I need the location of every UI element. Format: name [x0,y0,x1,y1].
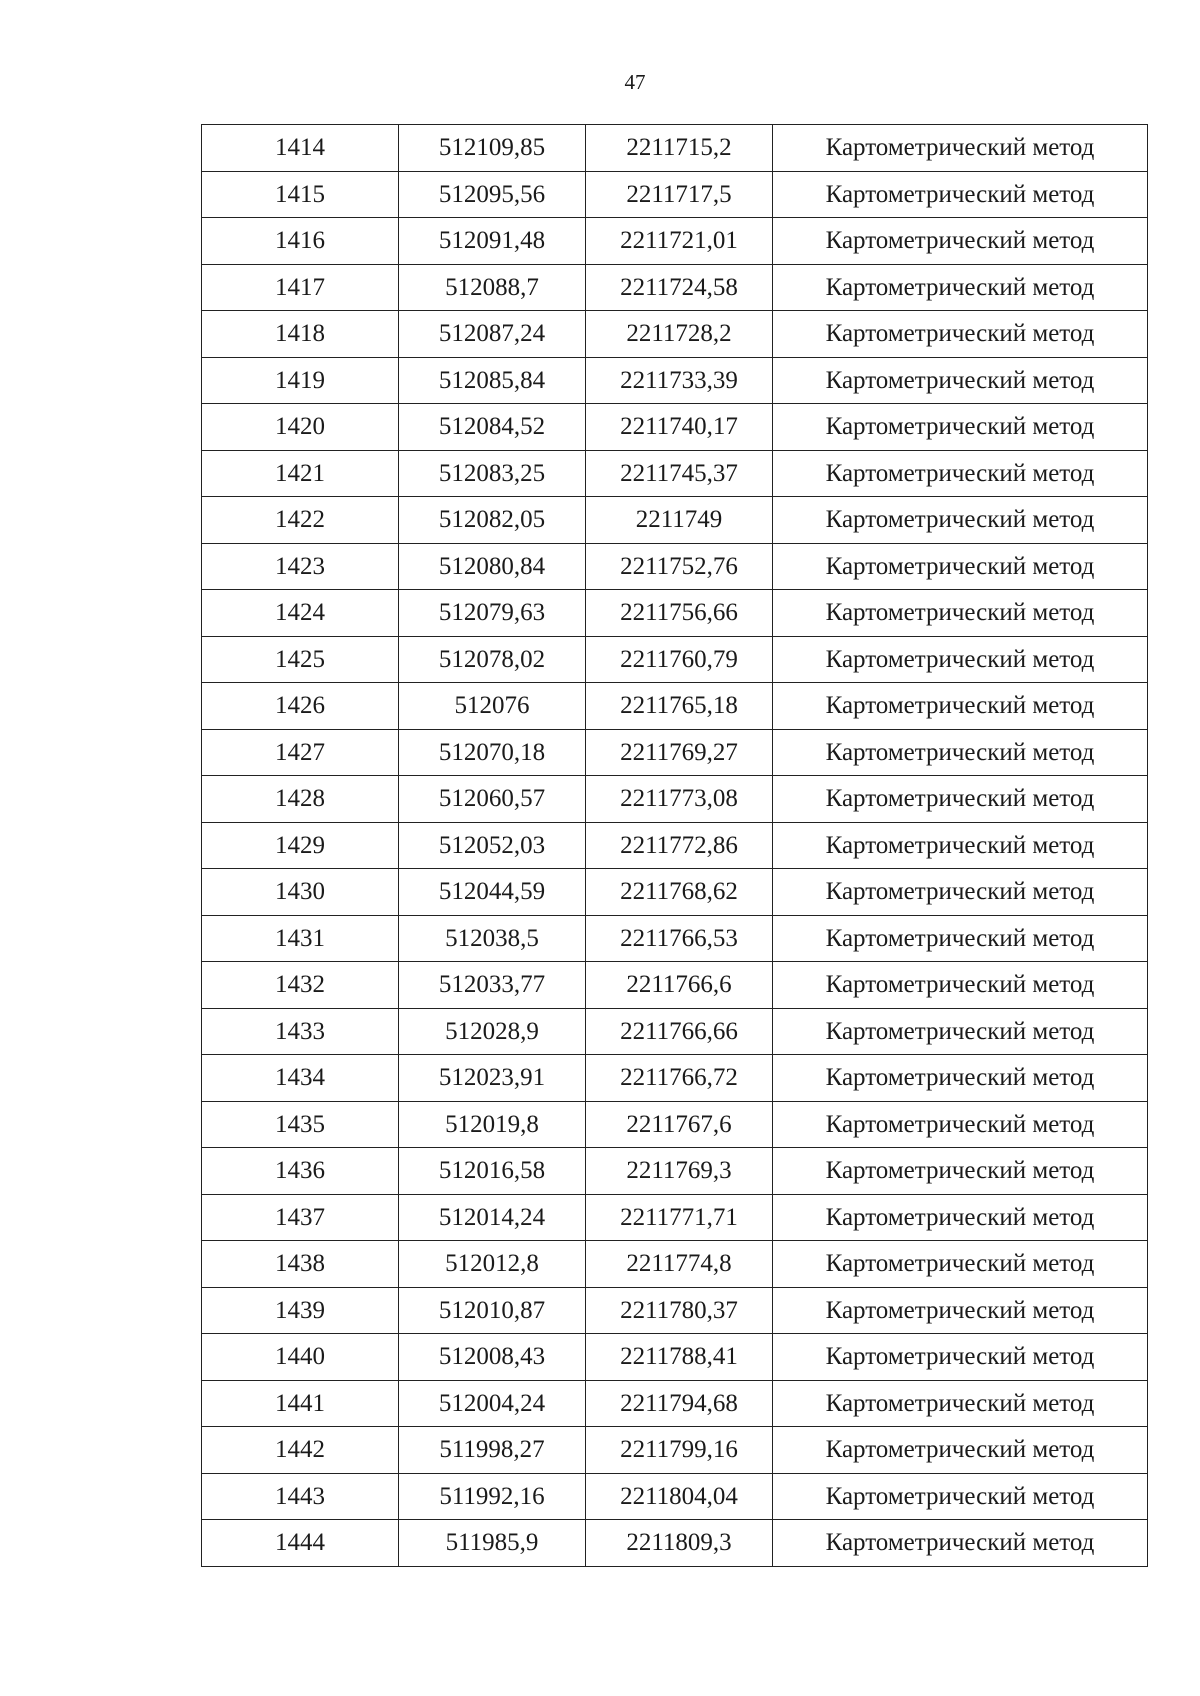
table-row [202,404,1148,451]
point-number-cell: 1417 [202,264,399,311]
x-coordinate-cell: 512091,48 [399,218,586,265]
point-number-cell: 1432 [202,962,399,1009]
method-cell: Картометрический метод [773,962,1148,1009]
table-row [202,543,1148,590]
x-coordinate-cell: 512008,43 [399,1334,586,1381]
method-cell: Картометрический метод [773,1380,1148,1427]
point-number-cell: 1434 [202,1055,399,1102]
table-row [202,1287,1148,1334]
x-coordinate-cell: 512085,84 [399,357,586,404]
y-coordinate-cell: 2211788,41 [586,1334,773,1381]
y-coordinate-cell: 2211765,18 [586,683,773,730]
x-coordinate-cell: 512060,57 [399,776,586,823]
method-cell: Картометрический метод [773,776,1148,823]
method-cell: Картометрический метод [773,1334,1148,1381]
method-cell: Картометрический метод [773,1148,1148,1195]
method-cell: Картометрический метод [773,590,1148,637]
y-coordinate-cell: 2211756,66 [586,590,773,637]
x-coordinate-cell: 512012,8 [399,1241,586,1288]
table-row [202,1241,1148,1288]
table-row [202,729,1148,776]
point-number-cell: 1429 [202,822,399,869]
point-number-cell: 1441 [202,1380,399,1427]
x-coordinate-cell: 512038,5 [399,915,586,962]
method-cell: Картометрический метод [773,357,1148,404]
table-row [202,636,1148,683]
y-coordinate-cell: 2211769,27 [586,729,773,776]
method-cell: Картометрический метод [773,729,1148,776]
method-cell: Картометрический метод [773,125,1148,172]
point-number-cell: 1442 [202,1427,399,1474]
y-coordinate-cell: 2211774,8 [586,1241,773,1288]
y-coordinate-cell: 2211733,39 [586,357,773,404]
table-row [202,776,1148,823]
y-coordinate-cell: 2211766,6 [586,962,773,1009]
y-coordinate-cell: 2211740,17 [586,404,773,451]
y-coordinate-cell: 2211760,79 [586,636,773,683]
method-cell: Картометрический метод [773,543,1148,590]
method-cell: Картометрический метод [773,869,1148,916]
point-number-cell: 1420 [202,404,399,451]
method-cell: Картометрический метод [773,450,1148,497]
point-number-cell: 1416 [202,218,399,265]
point-number-cell: 1419 [202,357,399,404]
x-coordinate-cell: 512052,03 [399,822,586,869]
y-coordinate-cell: 2211772,86 [586,822,773,869]
method-cell: Картометрический метод [773,1055,1148,1102]
method-cell: Картометрический метод [773,1427,1148,1474]
table-row [202,264,1148,311]
method-cell: Картометрический метод [773,636,1148,683]
y-coordinate-cell: 2211721,01 [586,218,773,265]
table-row [202,869,1148,916]
x-coordinate-cell: 512083,25 [399,450,586,497]
x-coordinate-cell: 512076 [399,683,586,730]
y-coordinate-cell: 2211766,66 [586,1008,773,1055]
y-coordinate-cell: 2211745,37 [586,450,773,497]
method-cell: Картометрический метод [773,1520,1148,1567]
y-coordinate-cell: 2211771,71 [586,1194,773,1241]
table-row [202,590,1148,637]
y-coordinate-cell: 2211724,58 [586,264,773,311]
point-number-cell: 1435 [202,1101,399,1148]
point-number-cell: 1436 [202,1148,399,1195]
point-number-cell: 1444 [202,1520,399,1567]
y-coordinate-cell: 2211752,76 [586,543,773,590]
point-number-cell: 1422 [202,497,399,544]
method-cell: Картометрический метод [773,1241,1148,1288]
point-number-cell: 1438 [202,1241,399,1288]
table-row [202,497,1148,544]
method-cell: Картометрический метод [773,1101,1148,1148]
point-number-cell: 1431 [202,915,399,962]
point-number-cell: 1421 [202,450,399,497]
point-number-cell: 1439 [202,1287,399,1334]
table-row [202,822,1148,869]
y-coordinate-cell: 2211728,2 [586,311,773,358]
x-coordinate-cell: 512023,91 [399,1055,586,1102]
x-coordinate-cell: 511998,27 [399,1427,586,1474]
x-coordinate-cell: 512088,7 [399,264,586,311]
method-cell: Картометрический метод [773,1194,1148,1241]
x-coordinate-cell: 512014,24 [399,1194,586,1241]
method-cell: Картометрический метод [773,218,1148,265]
method-cell: Картометрический метод [773,683,1148,730]
point-number-cell: 1424 [202,590,399,637]
point-number-cell: 1433 [202,1008,399,1055]
coordinates-table [201,124,1148,1567]
table-row [202,1473,1148,1520]
method-cell: Картометрический метод [773,915,1148,962]
y-coordinate-cell: 2211767,6 [586,1101,773,1148]
point-number-cell: 1430 [202,869,399,916]
x-coordinate-cell: 512028,9 [399,1008,586,1055]
method-cell: Картометрический метод [773,1008,1148,1055]
table-row [202,1427,1148,1474]
table-row [202,1334,1148,1381]
method-cell: Картометрический метод [773,171,1148,218]
table-row [202,915,1148,962]
x-coordinate-cell: 512109,85 [399,125,586,172]
table-row [202,1148,1148,1195]
method-cell: Картометрический метод [773,1473,1148,1520]
point-number-cell: 1427 [202,729,399,776]
table-row [202,357,1148,404]
table-row [202,1055,1148,1102]
table-row [202,311,1148,358]
point-number-cell: 1415 [202,171,399,218]
y-coordinate-cell: 2211715,2 [586,125,773,172]
y-coordinate-cell: 2211768,62 [586,869,773,916]
method-cell: Картометрический метод [773,497,1148,544]
table-row [202,1194,1148,1241]
table-row [202,1380,1148,1427]
y-coordinate-cell: 2211804,04 [586,1473,773,1520]
x-coordinate-cell: 512087,24 [399,311,586,358]
y-coordinate-cell: 2211749 [586,497,773,544]
page-number: 47 [624,70,646,94]
point-number-cell: 1425 [202,636,399,683]
x-coordinate-cell: 512010,87 [399,1287,586,1334]
y-coordinate-cell: 2211794,68 [586,1380,773,1427]
x-coordinate-cell: 512084,52 [399,404,586,451]
method-cell: Картометрический метод [773,822,1148,869]
x-coordinate-cell: 511992,16 [399,1473,586,1520]
x-coordinate-cell: 512044,59 [399,869,586,916]
x-coordinate-cell: 512082,05 [399,497,586,544]
point-number-cell: 1437 [202,1194,399,1241]
x-coordinate-cell: 512078,02 [399,636,586,683]
table-row [202,1101,1148,1148]
table-row [202,1520,1148,1567]
y-coordinate-cell: 2211766,53 [586,915,773,962]
x-coordinate-cell: 511985,9 [399,1520,586,1567]
y-coordinate-cell: 2211717,5 [586,171,773,218]
x-coordinate-cell: 512079,63 [399,590,586,637]
table-row [202,125,1148,172]
x-coordinate-cell: 512095,56 [399,171,586,218]
y-coordinate-cell: 2211766,72 [586,1055,773,1102]
x-coordinate-cell: 512080,84 [399,543,586,590]
point-number-cell: 1428 [202,776,399,823]
y-coordinate-cell: 2211780,37 [586,1287,773,1334]
method-cell: Картометрический метод [773,311,1148,358]
x-coordinate-cell: 512016,58 [399,1148,586,1195]
point-number-cell: 1443 [202,1473,399,1520]
point-number-cell: 1414 [202,125,399,172]
y-coordinate-cell: 2211809,3 [586,1520,773,1567]
x-coordinate-cell: 512004,24 [399,1380,586,1427]
method-cell: Картометрический метод [773,1287,1148,1334]
y-coordinate-cell: 2211773,08 [586,776,773,823]
table-row [202,962,1148,1009]
x-coordinate-cell: 512070,18 [399,729,586,776]
table-row [202,1008,1148,1055]
point-number-cell: 1426 [202,683,399,730]
x-coordinate-cell: 512033,77 [399,962,586,1009]
x-coordinate-cell: 512019,8 [399,1101,586,1148]
table-row [202,171,1148,218]
coordinates-table-body [202,125,1148,1567]
point-number-cell: 1418 [202,311,399,358]
table-row [202,218,1148,265]
method-cell: Картометрический метод [773,264,1148,311]
method-cell: Картометрический метод [773,404,1148,451]
point-number-cell: 1440 [202,1334,399,1381]
table-row [202,450,1148,497]
table-row [202,683,1148,730]
y-coordinate-cell: 2211799,16 [586,1427,773,1474]
point-number-cell: 1423 [202,543,399,590]
y-coordinate-cell: 2211769,3 [586,1148,773,1195]
